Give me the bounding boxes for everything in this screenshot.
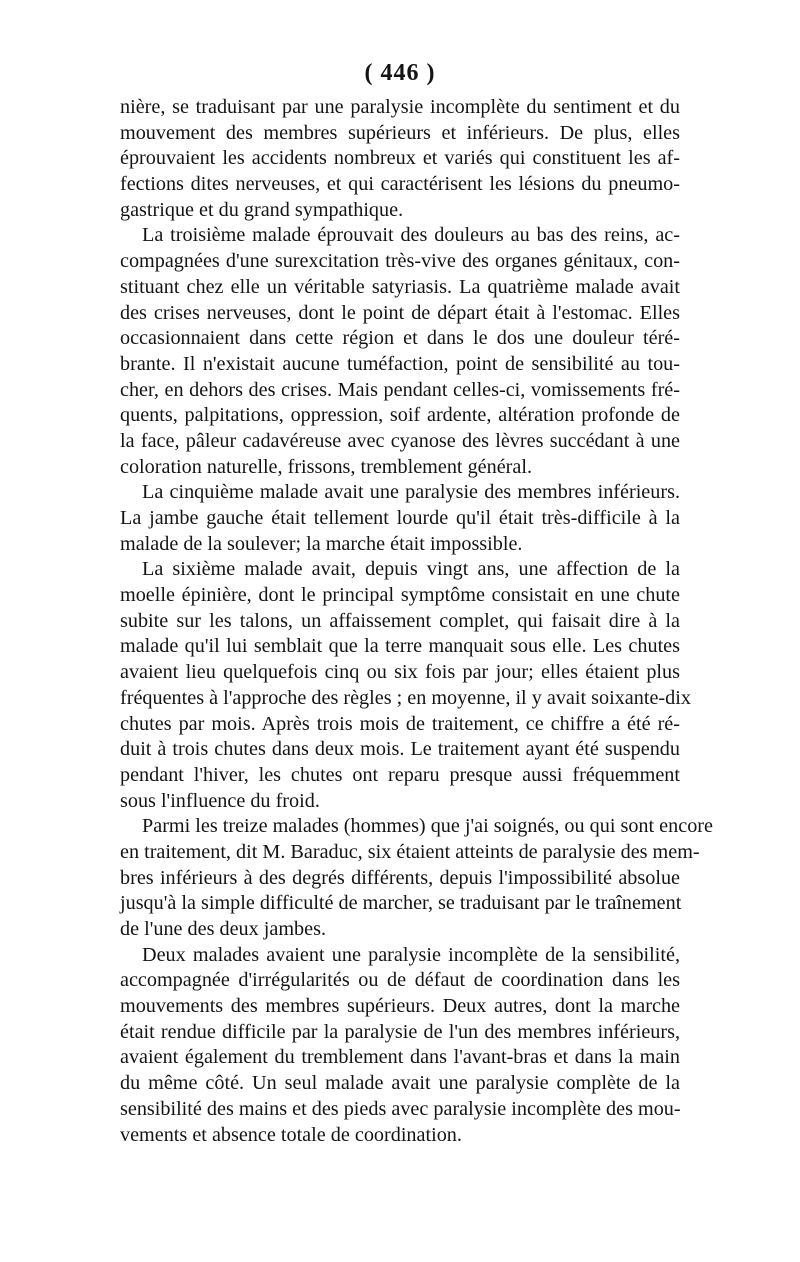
text-line: sous l'influence du froid. (120, 789, 320, 812)
text-line: cher, en dehors des crises. Mais pendant celles-ci, vomissements fré- (120, 378, 680, 401)
text-line: accompagnée d'irrégularités ou de défaut de coordination dans les (120, 969, 680, 992)
text-line: mouvement des membres supérieurs et inférieurs. De plus, elles (120, 121, 680, 144)
body-text (120, 95, 713, 1148)
paragraph (120, 480, 680, 557)
text-line: mouvements des membres supérieurs. Deux autres, dont la marche (120, 995, 680, 1018)
text-line: Parmi les treize malades (hommes) que j'ai soignés, ou qui sont encore (142, 815, 713, 838)
text-line: moelle épinière, dont le principal symptôme consistait en une chute (120, 584, 680, 607)
text-line: jusqu'à la simple difficulté de marcher, se traduisant par le traînement (120, 892, 682, 915)
text-line: La troisième malade éprouvait des douleurs au bas des reins, ac- (142, 224, 680, 247)
text-line: pendant l'hiver, les chutes ont reparu presque aussi fréquemment (120, 763, 680, 786)
text-line: La jambe gauche était tellement lourde qu'il était très-difficile à la (120, 507, 680, 529)
text-line: éprouvaient les accidents nombreux et variés qui constituent les af- (120, 147, 680, 170)
text-line: du même côté. Un seul malade avait une paralysie complète de la (120, 1072, 680, 1095)
paragraph (120, 95, 680, 223)
text-line: était rendue difficile par la paralysie de l'un des membres inférieurs, (120, 1020, 680, 1043)
text-line: fréquentes à l'approche des règles ; en moyenne, il y avait soixante-dix (120, 686, 691, 709)
text-line: malade qu'il lui semblait que la terre manquait sous elle. Les chutes (120, 635, 680, 658)
text-line: occasionnaient dans cette région et dans le dos une douleur téré- (120, 327, 680, 350)
text-line: bres inférieurs à des degrés différents, depuis l'impossibilité absolue (120, 866, 680, 889)
paragraph (120, 814, 713, 942)
text-line: nière, se traduisant par une paralysie incomplète du sentiment et du (120, 96, 680, 118)
page-number: ( 446 ) (364, 60, 436, 86)
text-line: avaient également du tremblement dans l'avant-bras et dans la main (120, 1046, 680, 1069)
text-line: vements et absence totale de coordination. (120, 1123, 462, 1146)
paragraph (120, 557, 691, 814)
text-line: La cinquième malade avait une paralysie des membres inférieurs. (142, 481, 680, 504)
text-line: en traitement, dit M. Baraduc, six étaient atteints de paralysie des mem- (120, 840, 700, 863)
text-line: brante. Il n'existait aucune tuméfaction, point de sensibilité au tou- (120, 352, 680, 375)
text-line: subite sur les talons, un affaissement complet, qui faisait dire à la (120, 609, 680, 632)
text-line: de l'une des deux jambes. (120, 918, 327, 940)
text-line: stituant chez elle un véritable satyriasis. La quatrième malade avait (120, 275, 680, 298)
text-line: compagnées d'une surexcitation très-vive des organes génitaux, con- (120, 250, 680, 273)
text-line: malade de la soulever; la marche était impossible. (120, 532, 523, 555)
text-line: la face, pâleur cadavéreuse avec cyanose des lèvres succédant à une (120, 429, 680, 452)
text-line: fections dites nerveuses, et qui caractérisent les lésions du pneumo- (120, 173, 680, 196)
paragraph (120, 943, 680, 1149)
text-line: duit à trois chutes dans deux mois. Le traitement ayant été suspendu (120, 738, 680, 761)
text-line: avaient lieu quelquefois cinq ou six fois par jour; elles étaient plus (120, 661, 680, 684)
text-line: La sixième malade avait, depuis vingt ans, une affection de la (142, 558, 680, 581)
text-line: des crises nerveuses, dont le point de départ était à l'estomac. Elles (120, 301, 680, 324)
text-line: Deux malades avaient une paralysie incomplète de la sensibilité, (142, 943, 680, 966)
text-line: quents, palpitations, oppression, soif ardente, altération profonde de (120, 404, 680, 427)
text-line: chutes par mois. Après trois mois de traitement, ce chiffre a été ré- (120, 712, 680, 735)
text-line: coloration naturelle, frissons, tremblement général. (120, 455, 533, 478)
text-line: sensibilité des mains et des pieds avec paralysie incomplète des mou- (120, 1097, 681, 1120)
text-line: gastrique et du grand sympathique. (120, 198, 404, 221)
paragraph (120, 223, 680, 480)
